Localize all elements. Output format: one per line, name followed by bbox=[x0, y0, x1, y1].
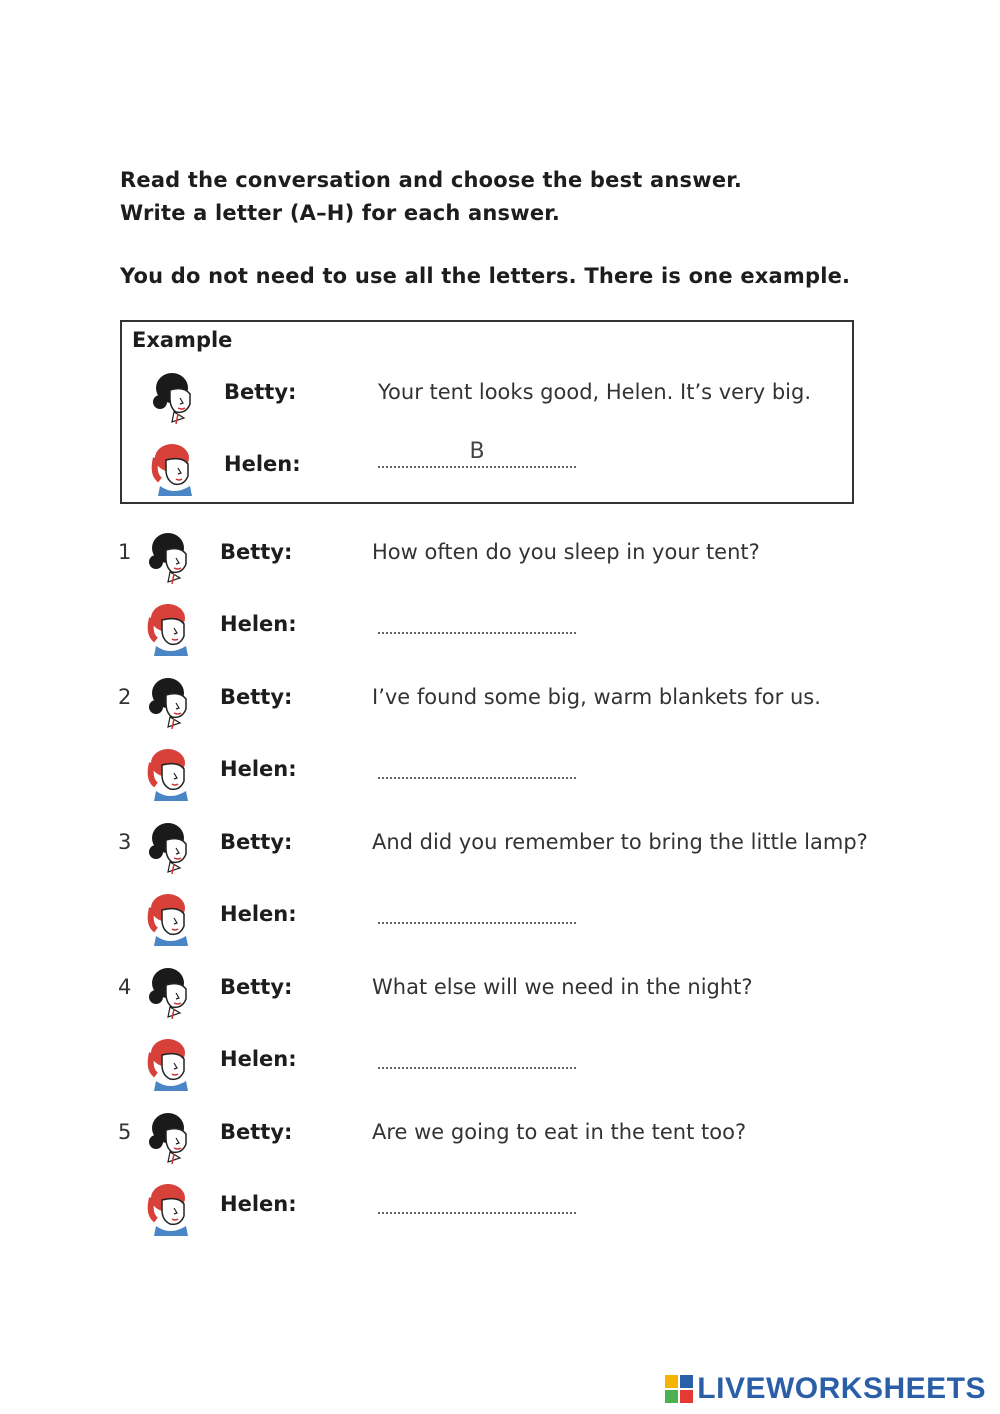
question-3-helen-row bbox=[0, 890, 1000, 950]
question-number: 4 bbox=[118, 975, 132, 999]
question-1-betty-row bbox=[0, 528, 1000, 588]
question-1-helen-row bbox=[0, 600, 1000, 660]
example-helen-label: Helen: bbox=[224, 452, 301, 476]
helen-avatar-icon bbox=[146, 1035, 196, 1091]
question-4-betty-row bbox=[0, 963, 1000, 1023]
helen-avatar-icon bbox=[150, 440, 200, 496]
betty-avatar-icon bbox=[146, 673, 196, 729]
answer-field-2[interactable] bbox=[378, 747, 576, 779]
question-number: 5 bbox=[118, 1120, 132, 1144]
example-title: Example bbox=[132, 328, 233, 352]
helen-avatar-icon bbox=[146, 1180, 196, 1236]
answer-field-3[interactable] bbox=[378, 892, 576, 924]
question-2-betty-row bbox=[0, 673, 1000, 733]
brand-name: LIVEWORKSHEETS bbox=[697, 1372, 986, 1405]
question-number: 3 bbox=[118, 830, 132, 854]
betty-label: Betty: bbox=[220, 685, 293, 709]
betty-avatar-icon bbox=[146, 1108, 196, 1164]
betty-avatar-icon bbox=[146, 963, 196, 1019]
instruction-line-2: Write a letter (A–H) for each answer. bbox=[120, 201, 561, 225]
betty-avatar-icon bbox=[150, 368, 200, 424]
betty-label: Betty: bbox=[220, 830, 293, 854]
betty-avatar-icon bbox=[146, 528, 196, 584]
betty-line: I’ve found some big, warm blankets for us. bbox=[372, 685, 821, 709]
betty-label: Betty: bbox=[220, 975, 293, 999]
example-betty-row bbox=[0, 368, 1000, 428]
helen-avatar-icon bbox=[146, 600, 196, 656]
betty-line: And did you remember to bring the little lamp? bbox=[372, 830, 868, 854]
example-betty-label: Betty: bbox=[224, 380, 297, 404]
answer-field-4[interactable] bbox=[378, 1037, 576, 1069]
betty-line: What else will we need in the night? bbox=[372, 975, 753, 999]
instruction-line-1: Read the conversation and choose the best answer. bbox=[120, 168, 743, 192]
helen-label: Helen: bbox=[220, 612, 297, 636]
answer-field-5[interactable] bbox=[378, 1182, 576, 1214]
betty-line: Are we going to eat in the tent too? bbox=[372, 1120, 747, 1144]
example-answer-field bbox=[378, 436, 576, 468]
example-betty-line: Your tent looks good, Helen. It’s very big. bbox=[378, 380, 811, 404]
example-helen-row bbox=[0, 440, 1000, 500]
instruction-line-3: You do not need to use all the letters. There is one example. bbox=[120, 264, 851, 288]
betty-line: How often do you sleep in your tent? bbox=[372, 540, 760, 564]
betty-label: Betty: bbox=[220, 1120, 293, 1144]
helen-label: Helen: bbox=[220, 757, 297, 781]
brand-footer bbox=[665, 1372, 986, 1406]
question-number: 1 bbox=[118, 540, 132, 564]
question-3-betty-row bbox=[0, 818, 1000, 878]
question-2-helen-row bbox=[0, 745, 1000, 805]
betty-avatar-icon bbox=[146, 818, 196, 874]
question-4-helen-row bbox=[0, 1035, 1000, 1095]
answer-field-1[interactable] bbox=[378, 602, 576, 634]
betty-label: Betty: bbox=[220, 540, 293, 564]
helen-avatar-icon bbox=[146, 890, 196, 946]
helen-avatar-icon bbox=[146, 745, 196, 801]
question-number: 2 bbox=[118, 685, 132, 709]
helen-label: Helen: bbox=[220, 902, 297, 926]
liveworksheets-logo-icon bbox=[665, 1375, 693, 1403]
question-5-helen-row bbox=[0, 1180, 1000, 1240]
question-5-betty-row bbox=[0, 1108, 1000, 1168]
helen-label: Helen: bbox=[220, 1047, 297, 1071]
helen-label: Helen: bbox=[220, 1192, 297, 1216]
